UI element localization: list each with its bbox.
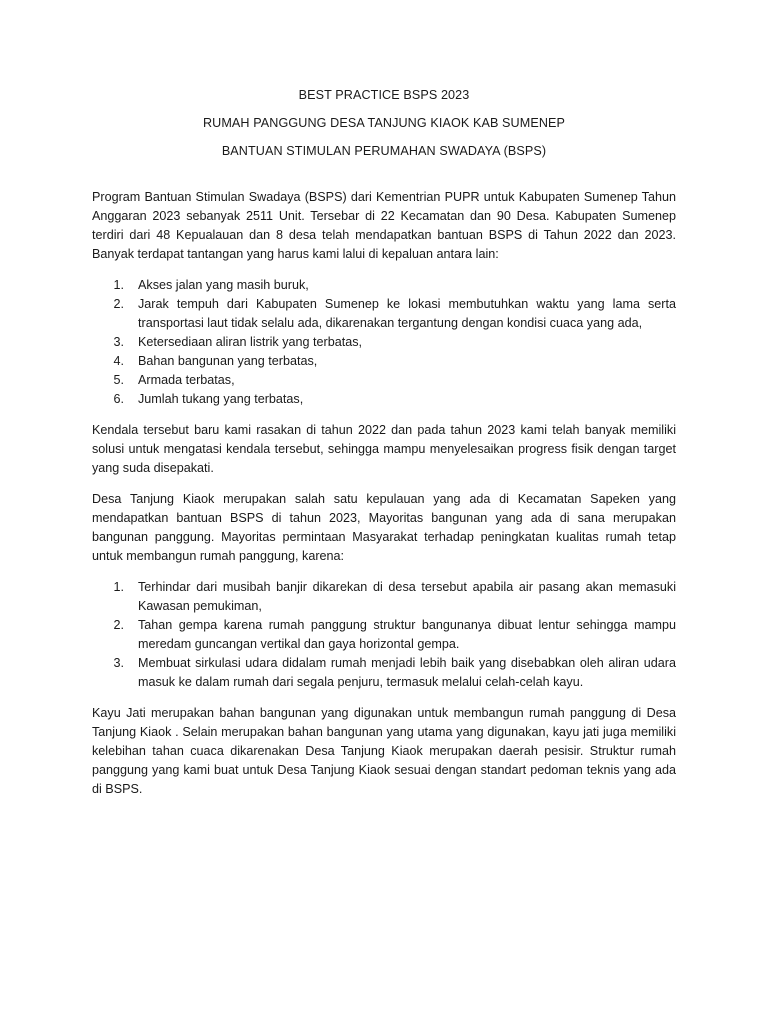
- list-number: 5.: [113, 373, 124, 387]
- paragraph: Desa Tanjung Kiaok merupakan salah satu kepulauan yang ada di Kecamatan Sapeken yang mendapatkan bantuan BSPS di tahun 2023, Mayoritas bangunan yang ada di sana merupakan bangunan panggung. Mayoritas permintaan Masyarakat terhadap peningkatan kualitas rumah tetap untuk membangun rumah panggung, karena:: [92, 492, 676, 563]
- document-body: [92, 188, 676, 799]
- paragraph: Program Bantuan Stimulan Swadaya (BSPS) dari Kementrian PUPR untuk Kabupaten Sumenep Tahun Anggaran 2023 sebanyak 2511 Unit. Tersebar di 22 Kecamatan dan 90 Desa. Kabupaten Sumenep terdiri dari 48 Kepualauan dan 8 desa telah mendapatkan bantuan BSPS di Tahun 2022 dan 2023. Banyak terdapat tantangan yang harus kami lalui di kepaluan antara lain:: [92, 190, 676, 261]
- challenges-list: [92, 276, 676, 409]
- document-subtitle: BANTUAN STIMULAN PERUMAHAN SWADAYA (BSPS): [221, 144, 547, 158]
- list-text: Ketersediaan aliran listrik yang terbatas,: [138, 335, 363, 349]
- list-item: [92, 616, 676, 654]
- list-number: 3.: [113, 656, 124, 670]
- list-item: [92, 295, 676, 333]
- list-text: Armada terbatas,: [138, 373, 235, 387]
- list-item: [92, 352, 676, 371]
- list-text: Akses jalan yang masih buruk,: [138, 278, 309, 292]
- list-number: 3.: [113, 335, 124, 349]
- reasons-list: [92, 578, 676, 692]
- list-text: Tahan gempa karena rumah panggung struktur bangunanya dibuat lentur sehingga mampu meredam guncangan vertikal dan gaya horizontal gempa.: [138, 618, 676, 651]
- list-item: [92, 276, 676, 295]
- document-subtitle: RUMAH PANGGUNG DESA TANJUNG KIAOK KAB SUMENEP: [202, 116, 566, 130]
- list-item: [92, 371, 676, 390]
- list-text: Membuat sirkulasi udara didalam rumah menjadi lebih baik yang disebabkan oleh aliran udara masuk ke dalam rumah dari segala penjuru, termasuk melalui celah-celah kayu.: [138, 656, 676, 689]
- list-text: Bahan bangunan yang terbatas,: [138, 354, 318, 368]
- list-item: [92, 654, 676, 692]
- list-number: 1.: [113, 278, 124, 292]
- document-title: BEST PRACTICE BSPS 2023: [298, 88, 470, 102]
- list-number: 2.: [113, 297, 124, 311]
- list-text: Terhindar dari musibah banjir dikarekan di desa tersebut apabila air pasang akan memasuki Kawasan pemukiman,: [138, 580, 676, 613]
- paragraph: Kendala tersebut baru kami rasakan di tahun 2022 dan pada tahun 2023 kami telah banyak memiliki solusi untuk mengatasi kendala tersebut, sehingga mampu menyelesaikan progress fisik dengan target yang suda disepakati.: [92, 423, 676, 475]
- list-text: Jumlah tukang yang terbatas,: [138, 392, 304, 406]
- list-item: [92, 578, 676, 616]
- list-item: [92, 390, 676, 409]
- list-number: 1.: [113, 580, 124, 594]
- list-number: 2.: [113, 618, 124, 632]
- list-number: 6.: [113, 392, 124, 406]
- paragraph: Kayu Jati merupakan bahan bangunan yang digunakan untuk membangun rumah panggung di Desa Tanjung Kiaok . Selain merupakan bahan bangunan yang utama yang digunakan, kayu jati juga memiliki kelebihan tahan cuaca dikarenakan Desa Tanjung Kiaok merupakan daerah pesisir. Struktur rumah panggung yang kami buat untuk Desa Tanjung Kiaok sesuai dengan standart pedoman teknis yang ada di BSPS.: [92, 706, 676, 796]
- list-item: [92, 333, 676, 352]
- list-number: 4.: [113, 354, 124, 368]
- list-text: Jarak tempuh dari Kabupaten Sumenep ke lokasi membutuhkan waktu yang lama serta transportasi laut tidak selalu ada, dikarenakan tergantung dengan kondisi cuaca yang ada,: [138, 297, 676, 330]
- title-block: [92, 86, 676, 160]
